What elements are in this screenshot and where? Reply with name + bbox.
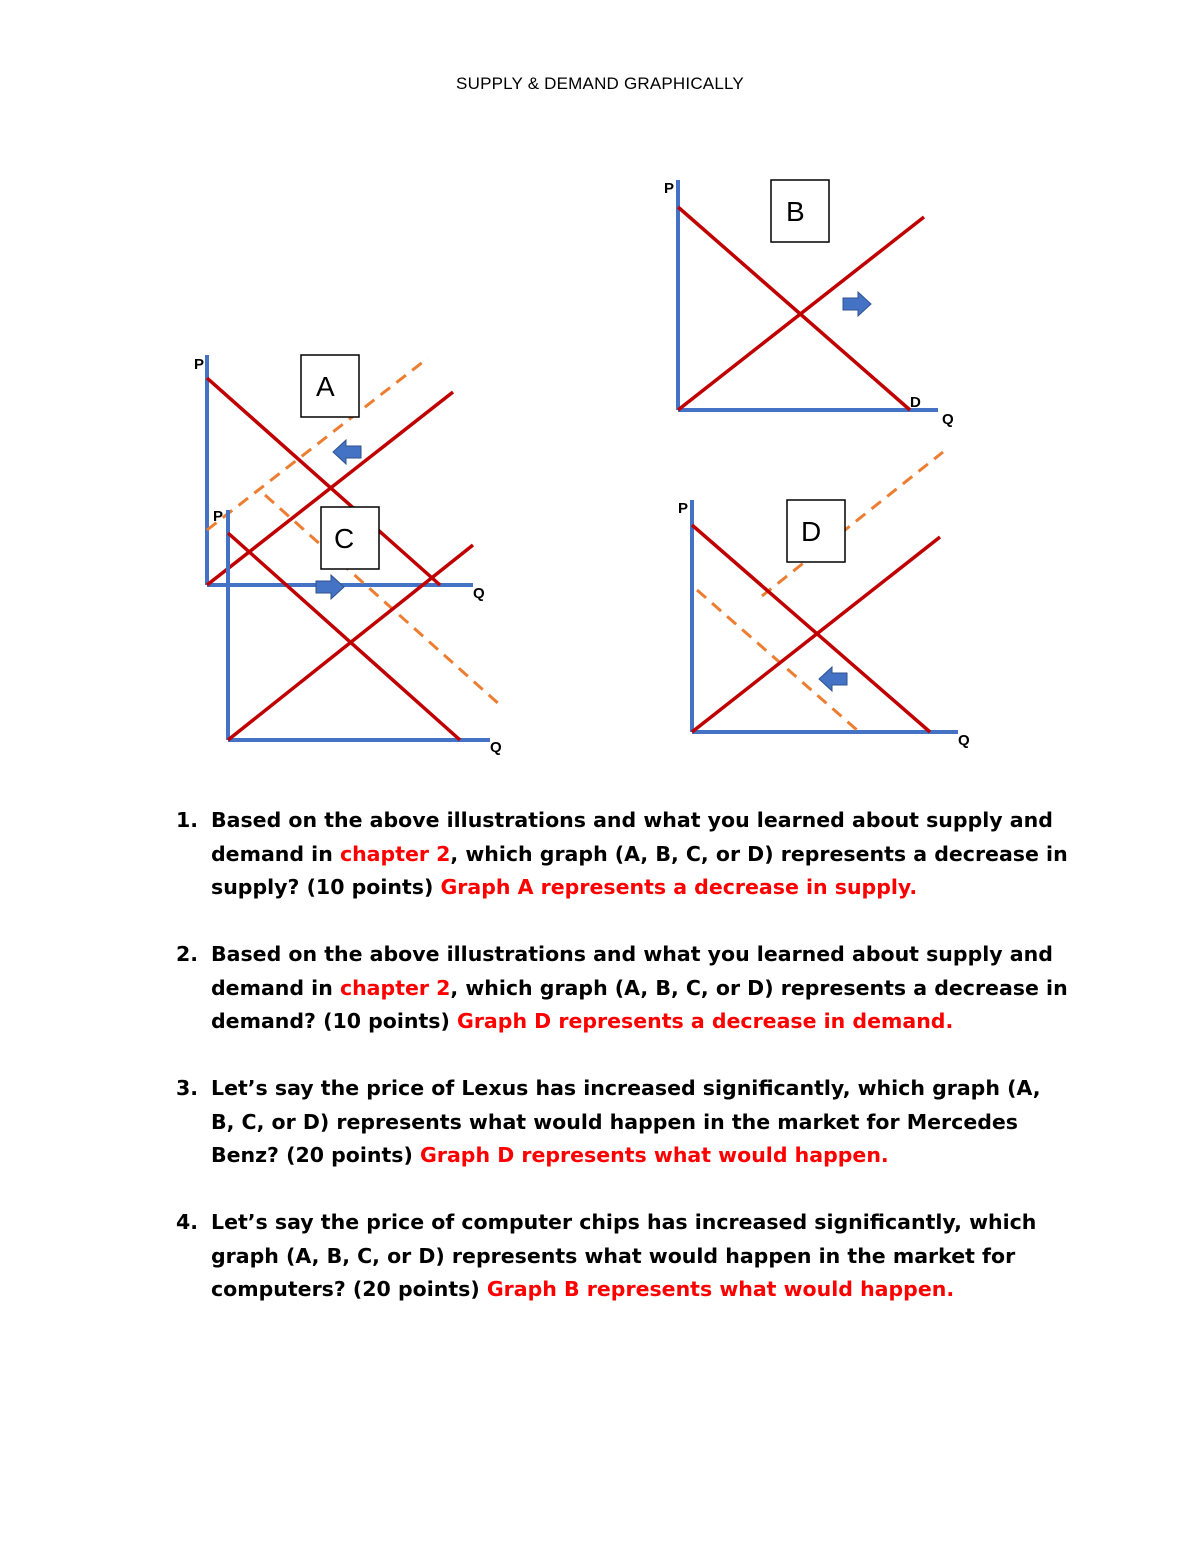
graph-a-left-arrow-icon [333,440,361,464]
graph-d-q-label: Q [958,732,970,749]
graph-a-q-label: Q [473,585,485,602]
graph-c-shifted-demand-curve [265,495,500,705]
graph-c-q-label: Q [490,739,502,756]
graph-b-right-arrow-icon [843,292,871,316]
graph-c-right-arrow-icon [316,575,344,599]
question-text: , which graph (A, B, C, or D) represents a decrease in demand? (10 points) [211,975,1068,1033]
question-number: 2. [176,942,199,966]
graph-b-supply-curve [678,217,924,410]
question-4 [170,1206,1070,1307]
chapter-reference: chapter 2 [339,841,451,866]
graph-d [678,452,970,749]
graph-c-p-label: P [213,508,224,525]
graph-c-supply-curve [228,545,473,740]
question-number: 1. [176,808,199,832]
question-list [170,804,1070,1340]
page-title: SUPPLY & DEMAND GRAPHICALLY [456,74,744,93]
graph-c-label: C [334,523,355,554]
question-text: , which graph (A, B, C, or D) represents a decrease in supply? (10 points) [211,841,1068,899]
graph-b-label: B [786,196,805,227]
answer-text: Graph A represents a decrease in supply. [440,875,918,899]
question-text: Based on the above illustrations and what you learned about supply and demand in [211,942,1053,1000]
chapter-reference: chapter 2 [339,975,451,1000]
graph-b-q-label: Q [942,411,954,428]
graph-b-d-label: D [910,394,921,411]
question-1 [170,804,1070,905]
graph-a-label: A [316,371,335,402]
answer-text: Graph D represents a decrease in demand. [457,1009,954,1033]
question-3 [170,1072,1070,1173]
graph-d-left-arrow-icon [819,667,847,691]
graph-d-p-label: P [678,500,689,517]
question-number: 4. [176,1210,199,1234]
question-text: Let’s say the price of Lexus has increased significantly, which graph (A, B, C, or D) represents what would happen in the market for Mercedes Benz? (20 points) [211,1076,1041,1167]
graph-c [213,495,502,756]
question-number: 3. [176,1076,199,1100]
question-text: Let’s say the price of computer chips has increased significantly, which graph (A, B, C, or D) represents what would happen in the market for computers? (20 points) [211,1210,1037,1301]
graph-b [664,180,954,428]
question-text: Based on the above illustrations and what you learned about supply and demand in [211,808,1053,866]
graph-b-p-label: P [664,180,675,197]
graph-d-label: D [801,516,822,547]
answer-text: Graph D represents what would happen. [420,1143,889,1167]
question-2 [170,938,1070,1039]
graph-a-p-label: P [194,356,205,373]
graph-d-supply-curve [692,537,940,732]
answer-text: Graph B represents what would happen. [486,1277,955,1301]
